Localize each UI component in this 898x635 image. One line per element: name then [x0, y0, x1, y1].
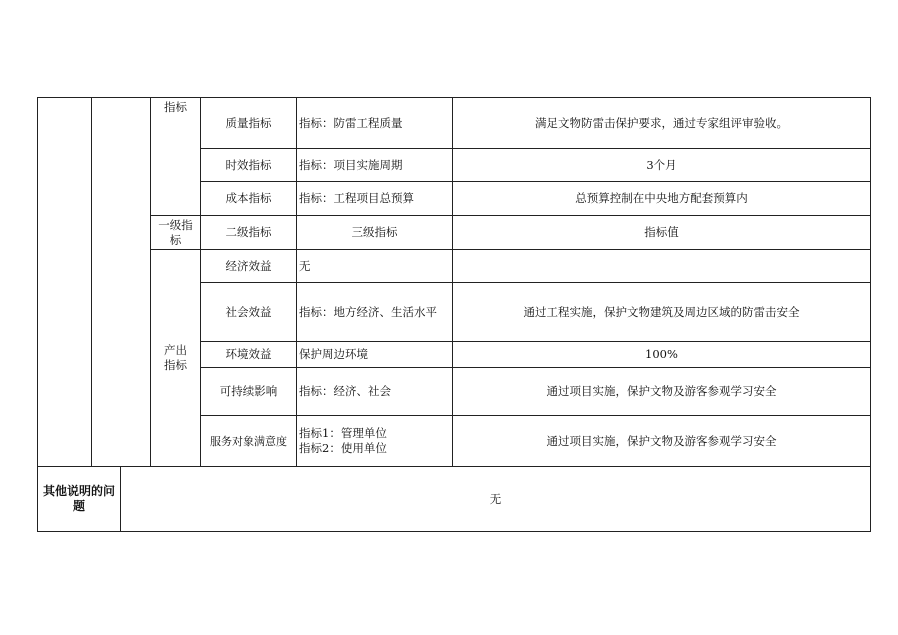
value-cell: 3个月 — [646, 157, 677, 172]
value-cell — [453, 250, 870, 282]
value-cell: 通过项目实施，保护文物及游客参观学习安全 — [546, 384, 777, 398]
column-divider — [91, 97, 92, 467]
level2-cell: 服务对象满意度 — [210, 434, 287, 448]
value-cell: 100% — [645, 347, 678, 361]
value-cell: 总预算控制在中央地方配套预算内 — [575, 191, 748, 205]
level3-cell: 指标：经济、社会 — [299, 384, 391, 398]
header-level3: 三级指标 — [351, 225, 398, 239]
category-label-top: 指标 — [164, 99, 187, 114]
category-label-output: 产出 指标 — [164, 343, 187, 372]
level3-cell: 保护周边环境 — [299, 347, 368, 361]
value-cell: 通过项目实施，保护文物及游客参观学习安全 — [546, 433, 777, 448]
header-level1: 一级指 标 — [158, 217, 193, 247]
level2-cell: 质量指标 — [225, 115, 272, 130]
level3-cell: 指标：项目实施周期 — [299, 157, 403, 172]
level2-cell: 经济效益 — [225, 258, 272, 273]
level3-cell: 指标：防雷工程质量 — [299, 115, 403, 130]
header-level2: 二级指标 — [225, 225, 272, 239]
header-value: 指标值 — [644, 225, 679, 239]
value-cell: 通过工程实施，保护文物建筑及周边区域的防雷击安全 — [523, 304, 800, 319]
value-cell: 满足文物防雷击保护要求，通过专家组评审验收。 — [535, 115, 788, 130]
level2-cell: 环境效益 — [225, 347, 272, 361]
level3-cell: 指标：工程项目总预算 — [299, 191, 414, 205]
level3-cell: 指标1：管理单位 指标2：使用单位 — [299, 426, 387, 455]
level2-cell: 可持续影响 — [219, 384, 278, 398]
level3-cell: 指标：地方经济、生活水平 — [299, 304, 437, 319]
table-border-bottom — [37, 531, 871, 532]
level2-cell: 社会效益 — [225, 304, 272, 319]
other-notes-label: 其他说明的问 题 — [42, 484, 115, 513]
level2-cell: 时效指标 — [225, 157, 272, 172]
level3-cell: 无 — [299, 258, 311, 273]
level2-cell: 成本指标 — [225, 191, 272, 205]
other-notes-value: 无 — [489, 491, 502, 506]
table-border-right — [870, 97, 871, 532]
